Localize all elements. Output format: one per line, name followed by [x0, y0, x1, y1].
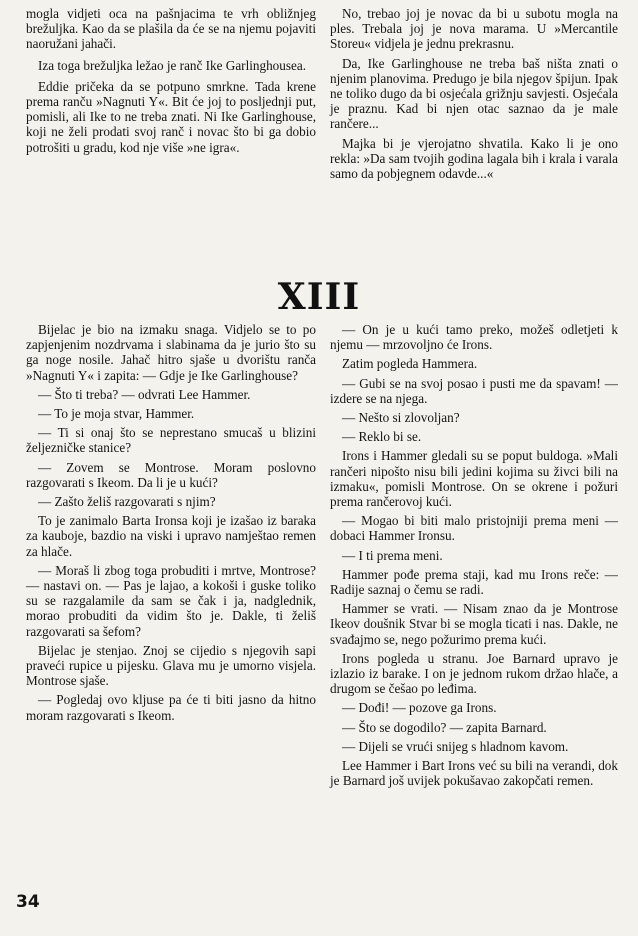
paragraph: Bijelac je bio na izmaku snaga. Vidjelo se to po zapjenjenim nozdrvama i slabinama da je jurio što su ga noge nosile. Jahač hitro sjaše u dvorištu ranča »Nagnuti Y« i zapita: — Gdje je Ike Garlinghouse?	[26, 322, 316, 383]
paragraph: — Što se dogodilo? — zapita Barnard.	[342, 719, 547, 735]
paragraph: — I ti prema meni.	[342, 547, 443, 563]
top-left-column	[26, 6, 316, 159]
paragraph: — Mogao bi biti malo pristojniji prema meni — dobaci Hammer Ironsu.	[330, 513, 618, 544]
bottom-left-column	[26, 322, 316, 727]
page-number: 34	[16, 892, 40, 912]
paragraph: mogla vidjeti oca na pašnjacima te vrh obližnjeg brežuljka. Kao da se plašila da će se na njemu pojaviti naoružani jahači.	[26, 6, 316, 52]
paragraph: — Moraš li zbog toga probuditi i mrtve, Montrose? — nastavi on. — Pas je lajao, a kokoši i guske toliko su se razgalamile da sam se čak i ja, nadglednik, morao probuditi da vidim što je. Dakle, ti želiš razgovarati sa šefom?	[26, 562, 316, 639]
paragraph: Lee Hammer i Bart Irons već su bili na verandi, dok je Barnard još uvijek pokušavao zakopčati remen.	[330, 758, 618, 789]
paragraph: Iza toga brežuljka ležao je ranč Ike Garlinghousea.	[38, 57, 307, 73]
paragraph: Majka bi je vjerojatno shvatila. Kako li je ono rekla: »Da sam tvojih godina lagala bih i krala i varala samo da pobjegnem odavde...«	[330, 135, 618, 182]
chapter-heading: XIII	[277, 276, 361, 318]
paragraph: Hammer pođe prema staji, kad mu Irons reče: — Radije saznaj o čemu se radi.	[330, 566, 618, 598]
paragraph: — Što ti treba? — odvrati Lee Hammer.	[38, 386, 251, 402]
paragraph: Da, Ike Garlinghouse ne treba baš ništa znati o njenim planovima. Predugo je bila njegov špijun. Ipak ne toliko dugo da bi osjećala grižnju savjesti. Osjećala je praznu. Kad bi njen otac saznao da je male rančere...	[330, 55, 618, 132]
paragraph: Irons pogleda u stranu. Joe Barnard upravo je izlazio iz barake. I on je jednom rukom držao hlače, a drugom se češao po leđima.	[330, 650, 618, 697]
paragraph: — Dijeli se vrući snijeg s hladnom kavom.	[342, 738, 569, 754]
paragraph: Zatim pogleda Hammera.	[342, 356, 478, 372]
paragraph: — Zašto želiš razgovarati s njim?	[38, 494, 216, 510]
paragraph: — Gubi se na svoj posao i pusti me da spavam! — izdere se na njega.	[330, 375, 618, 406]
paragraph: — Zovem se Montrose. Moram poslovno razgovarati s Ikeom. Da li je u kući?	[26, 459, 316, 490]
paragraph: — Pogledaj ovo kljuse pa će ti biti jasno da hitno moram razgovarati s Ikeom.	[26, 692, 316, 723]
paragraph: — Reklo bi se.	[342, 429, 422, 445]
paragraph: Eddie pričeka da se potpuno smrkne. Tada krene prema ranču »Nagnuti Y«. Bit će joj to posljednji put, pomisli, ali Ike to ne treba znati. Ni Ike Garlinghouse, koji ne želi prodati svoj ranč i novac što bi ga dobio potrošiti u gradu, kod nje više »ne igra«.	[26, 78, 316, 155]
bottom-right-column	[330, 322, 618, 792]
paragraph: No, trebao joj je novac da bi u subotu mogla na ples. Trebala joj je nova marama. U »Mercantile Storeu« vidjela je jednu prekrasnu.	[330, 6, 618, 52]
paragraph: Hammer se vrati. — Nisam znao da je Montrose Ikeov doušnik Stvar bi se mogla ticati i nas. Dakle, ne svađajmo se, nego požurimo prema kući.	[330, 601, 618, 647]
top-right-column	[330, 6, 618, 185]
paragraph: — Ti si onaj što se neprestano smucaš u blizini željezničke stanice?	[26, 425, 316, 456]
paragraph: — On je u kući tamo preko, možeš odletjeti k njemu — mrzovoljno će Irons.	[330, 322, 618, 353]
paragraph: — Nešto si zlovoljan?	[342, 410, 460, 426]
paragraph: — To je moja stvar, Hammer.	[38, 406, 195, 422]
paragraph: To je zanimalo Barta Ironsa koji je izašao iz baraka za kauboje, bazdio na viski i upravo namještao remen za hlače.	[26, 513, 316, 559]
paragraph: Irons i Hammer gledali su se poput buldoga. »Mali rančeri nipošto nisu bili jedini kojima su živci bili na izmaku«, pomisli Montrose. On se okrene i požuri prema rančerovoj kući.	[330, 448, 618, 510]
paragraph: Bijelac je stenjao. Znoj se cijedio s njegovih sapi praveći rupice u pijesku. Glava mu je umorno visjela. Montrose sjaše.	[26, 642, 316, 689]
paragraph: — Dođi! — pozove ga Irons.	[342, 700, 497, 716]
